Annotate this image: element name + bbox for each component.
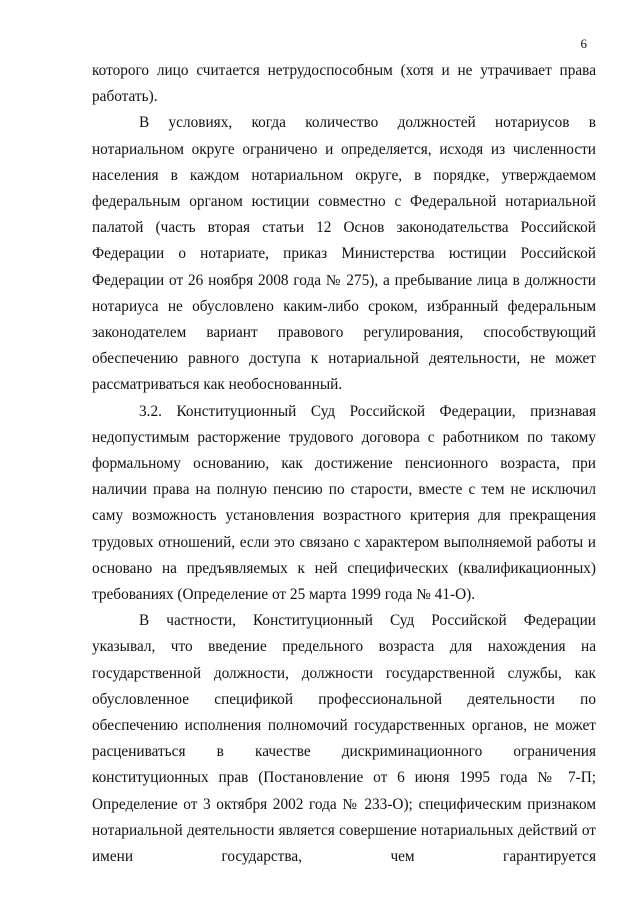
paragraph-notary-positions: В условиях, когда количество должностей нотариусов в нотариальном округе ограничено и определяется, исходя из численности населения в каждом нотариальном округе, в порядке, утверждаемом федеральным органом юстиции совместно с Федеральной нотариальной палатой (часть вторая статьи 12 Основ законодательства Российской Федерации о нотариате, приказ Министерства юстиции Российской Федерации от 26 ноября 2008 года № 275), а пребывание лица в должности нотариуса не обусловлено каким-либо сроком, избранный федеральным законодателем вариант правового регулирования, способствующий обеспечению равного доступа к нотариальной деятельности, не может рассматриваться как необоснованный. xyxy=(92,114,596,394)
paragraph-age-limit: В частности, Конституционный Суд Российской Федерации указывал, что введение предельного возраста для нахождения на государственной должности, должности государственной службы, как обусловленное спецификой профессиональной деятельности по обеспечению исполнения полномочий государственных органов, не может расцениваться в качестве дискриминационного ограничения конституционных прав (Постановление от 6 июня 1995 года № 7-П; Определение от 3 октября 2002 года № 233-О); специфическим признаком нотариальной деятельности является совершение нотариальных действий от имени государства, чем гарантируется xyxy=(92,612,596,866)
paragraph-section-3-2: 3.2. Конституционный Суд Российской Федерации, признавая недопустимым расторжение трудового договора с работником по такому формальному основанию, как достижение пенсионного возраста, при наличии права на полную пенсию по старости, вместе с тем не исключил саму возможность установления возрастного критерия для прекращения трудовых отношений, если это связано с характером выполняемой работы и основано на предъявляемых к ней специфических (квалификационных) требованиях (Определение от 25 марта 1999 года № 41-О). xyxy=(92,402,596,604)
paragraph-continuation: которого лицо считается нетрудоспособным (хотя и не утрачивает права работать). xyxy=(92,62,596,106)
document-body xyxy=(92,58,596,870)
page-number: 6 xyxy=(580,36,587,51)
